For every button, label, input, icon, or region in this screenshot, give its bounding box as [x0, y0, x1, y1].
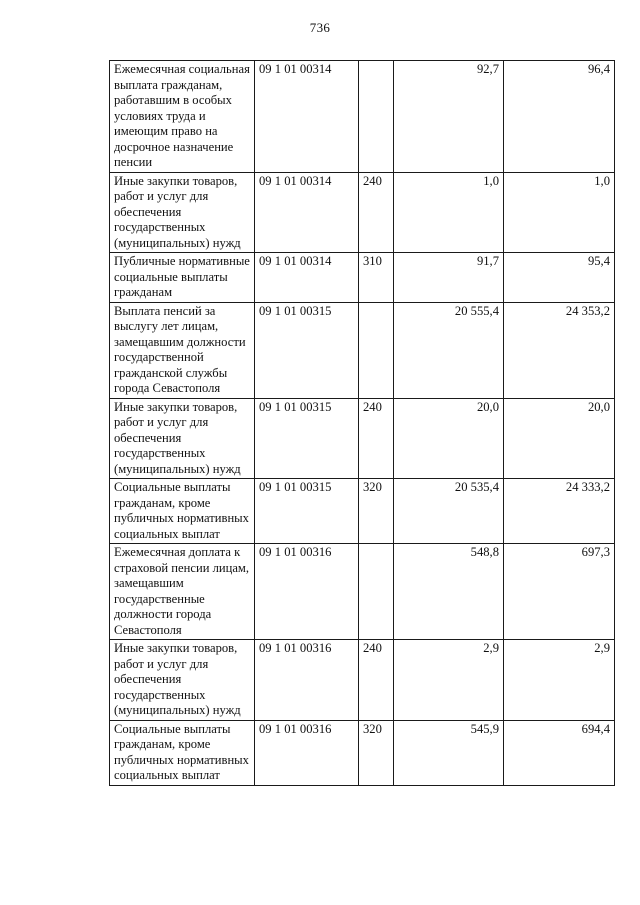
- target-article-code-cell: 09 1 01 00314: [255, 61, 359, 173]
- amount-year-2-cell: 96,4: [504, 61, 615, 173]
- amount-year-1-cell: 91,7: [394, 253, 504, 303]
- expense-name-cell: Ежемесячная доплата к страховой пенсии лицам, замещавшим государственные должности города Севастополя: [110, 544, 255, 640]
- expense-name-cell: Выплата пенсий за выслугу лет лицам, замещавшим должности государственной гражданской службы города Севастополя: [110, 302, 255, 398]
- amount-year-2-cell: 24 353,2: [504, 302, 615, 398]
- amount-year-1-cell: 92,7: [394, 61, 504, 173]
- amount-year-2-cell: 1,0: [504, 172, 615, 253]
- expense-type-cell: 240: [359, 172, 394, 253]
- table-row: [110, 61, 615, 173]
- amount-year-2-cell: 20,0: [504, 398, 615, 479]
- budget-table-body: [110, 61, 615, 786]
- table-row: [110, 640, 615, 721]
- expense-name-cell: Социальные выплаты гражданам, кроме публичных нормативных социальных выплат: [110, 479, 255, 544]
- expense-type-cell: 240: [359, 398, 394, 479]
- expense-name-cell: Иные закупки товаров, работ и услуг для обеспечения государственных (муниципальных) нужд: [110, 172, 255, 253]
- target-article-code-cell: 09 1 01 00315: [255, 479, 359, 544]
- amount-year-1-cell: 545,9: [394, 720, 504, 785]
- expense-name-cell: Иные закупки товаров, работ и услуг для обеспечения государственных (муниципальных) нужд: [110, 640, 255, 721]
- table-row: [110, 172, 615, 253]
- expense-name-cell: Публичные нормативные социальные выплаты гражданам: [110, 253, 255, 303]
- table-row: [110, 544, 615, 640]
- amount-year-2-cell: 24 333,2: [504, 479, 615, 544]
- expense-name-cell: Иные закупки товаров, работ и услуг для обеспечения государственных (муниципальных) нужд: [110, 398, 255, 479]
- target-article-code-cell: 09 1 01 00314: [255, 172, 359, 253]
- target-article-code-cell: 09 1 01 00316: [255, 640, 359, 721]
- amount-year-1-cell: 548,8: [394, 544, 504, 640]
- expense-type-cell: 310: [359, 253, 394, 303]
- table-row: [110, 398, 615, 479]
- expense-name-cell: Ежемесячная социальная выплата гражданам, работавшим в особых условиях труда и имеющим право на досрочное назначение пенсии: [110, 61, 255, 173]
- expense-type-cell: 240: [359, 640, 394, 721]
- amount-year-1-cell: 20 555,4: [394, 302, 504, 398]
- expense-type-cell: 320: [359, 479, 394, 544]
- table-row: [110, 253, 615, 303]
- table-row: [110, 479, 615, 544]
- target-article-code-cell: 09 1 01 00315: [255, 302, 359, 398]
- target-article-code-cell: 09 1 01 00314: [255, 253, 359, 303]
- table-row: [110, 302, 615, 398]
- amount-year-2-cell: 694,4: [504, 720, 615, 785]
- target-article-code-cell: 09 1 01 00316: [255, 720, 359, 785]
- page-number: 736: [309, 20, 331, 35]
- amount-year-1-cell: 20,0: [394, 398, 504, 479]
- expense-name-cell: Социальные выплаты гражданам, кроме публичных нормативных социальных выплат: [110, 720, 255, 785]
- amount-year-1-cell: 2,9: [394, 640, 504, 721]
- target-article-code-cell: 09 1 01 00316: [255, 544, 359, 640]
- expense-type-cell: [359, 544, 394, 640]
- table-row: [110, 720, 615, 785]
- amount-year-1-cell: 1,0: [394, 172, 504, 253]
- amount-year-2-cell: 95,4: [504, 253, 615, 303]
- amount-year-1-cell: 20 535,4: [394, 479, 504, 544]
- amount-year-2-cell: 697,3: [504, 544, 615, 640]
- target-article-code-cell: 09 1 01 00315: [255, 398, 359, 479]
- budget-table: [109, 60, 615, 786]
- expense-type-cell: [359, 302, 394, 398]
- expense-type-cell: 320: [359, 720, 394, 785]
- expense-type-cell: [359, 61, 394, 173]
- amount-year-2-cell: 2,9: [504, 640, 615, 721]
